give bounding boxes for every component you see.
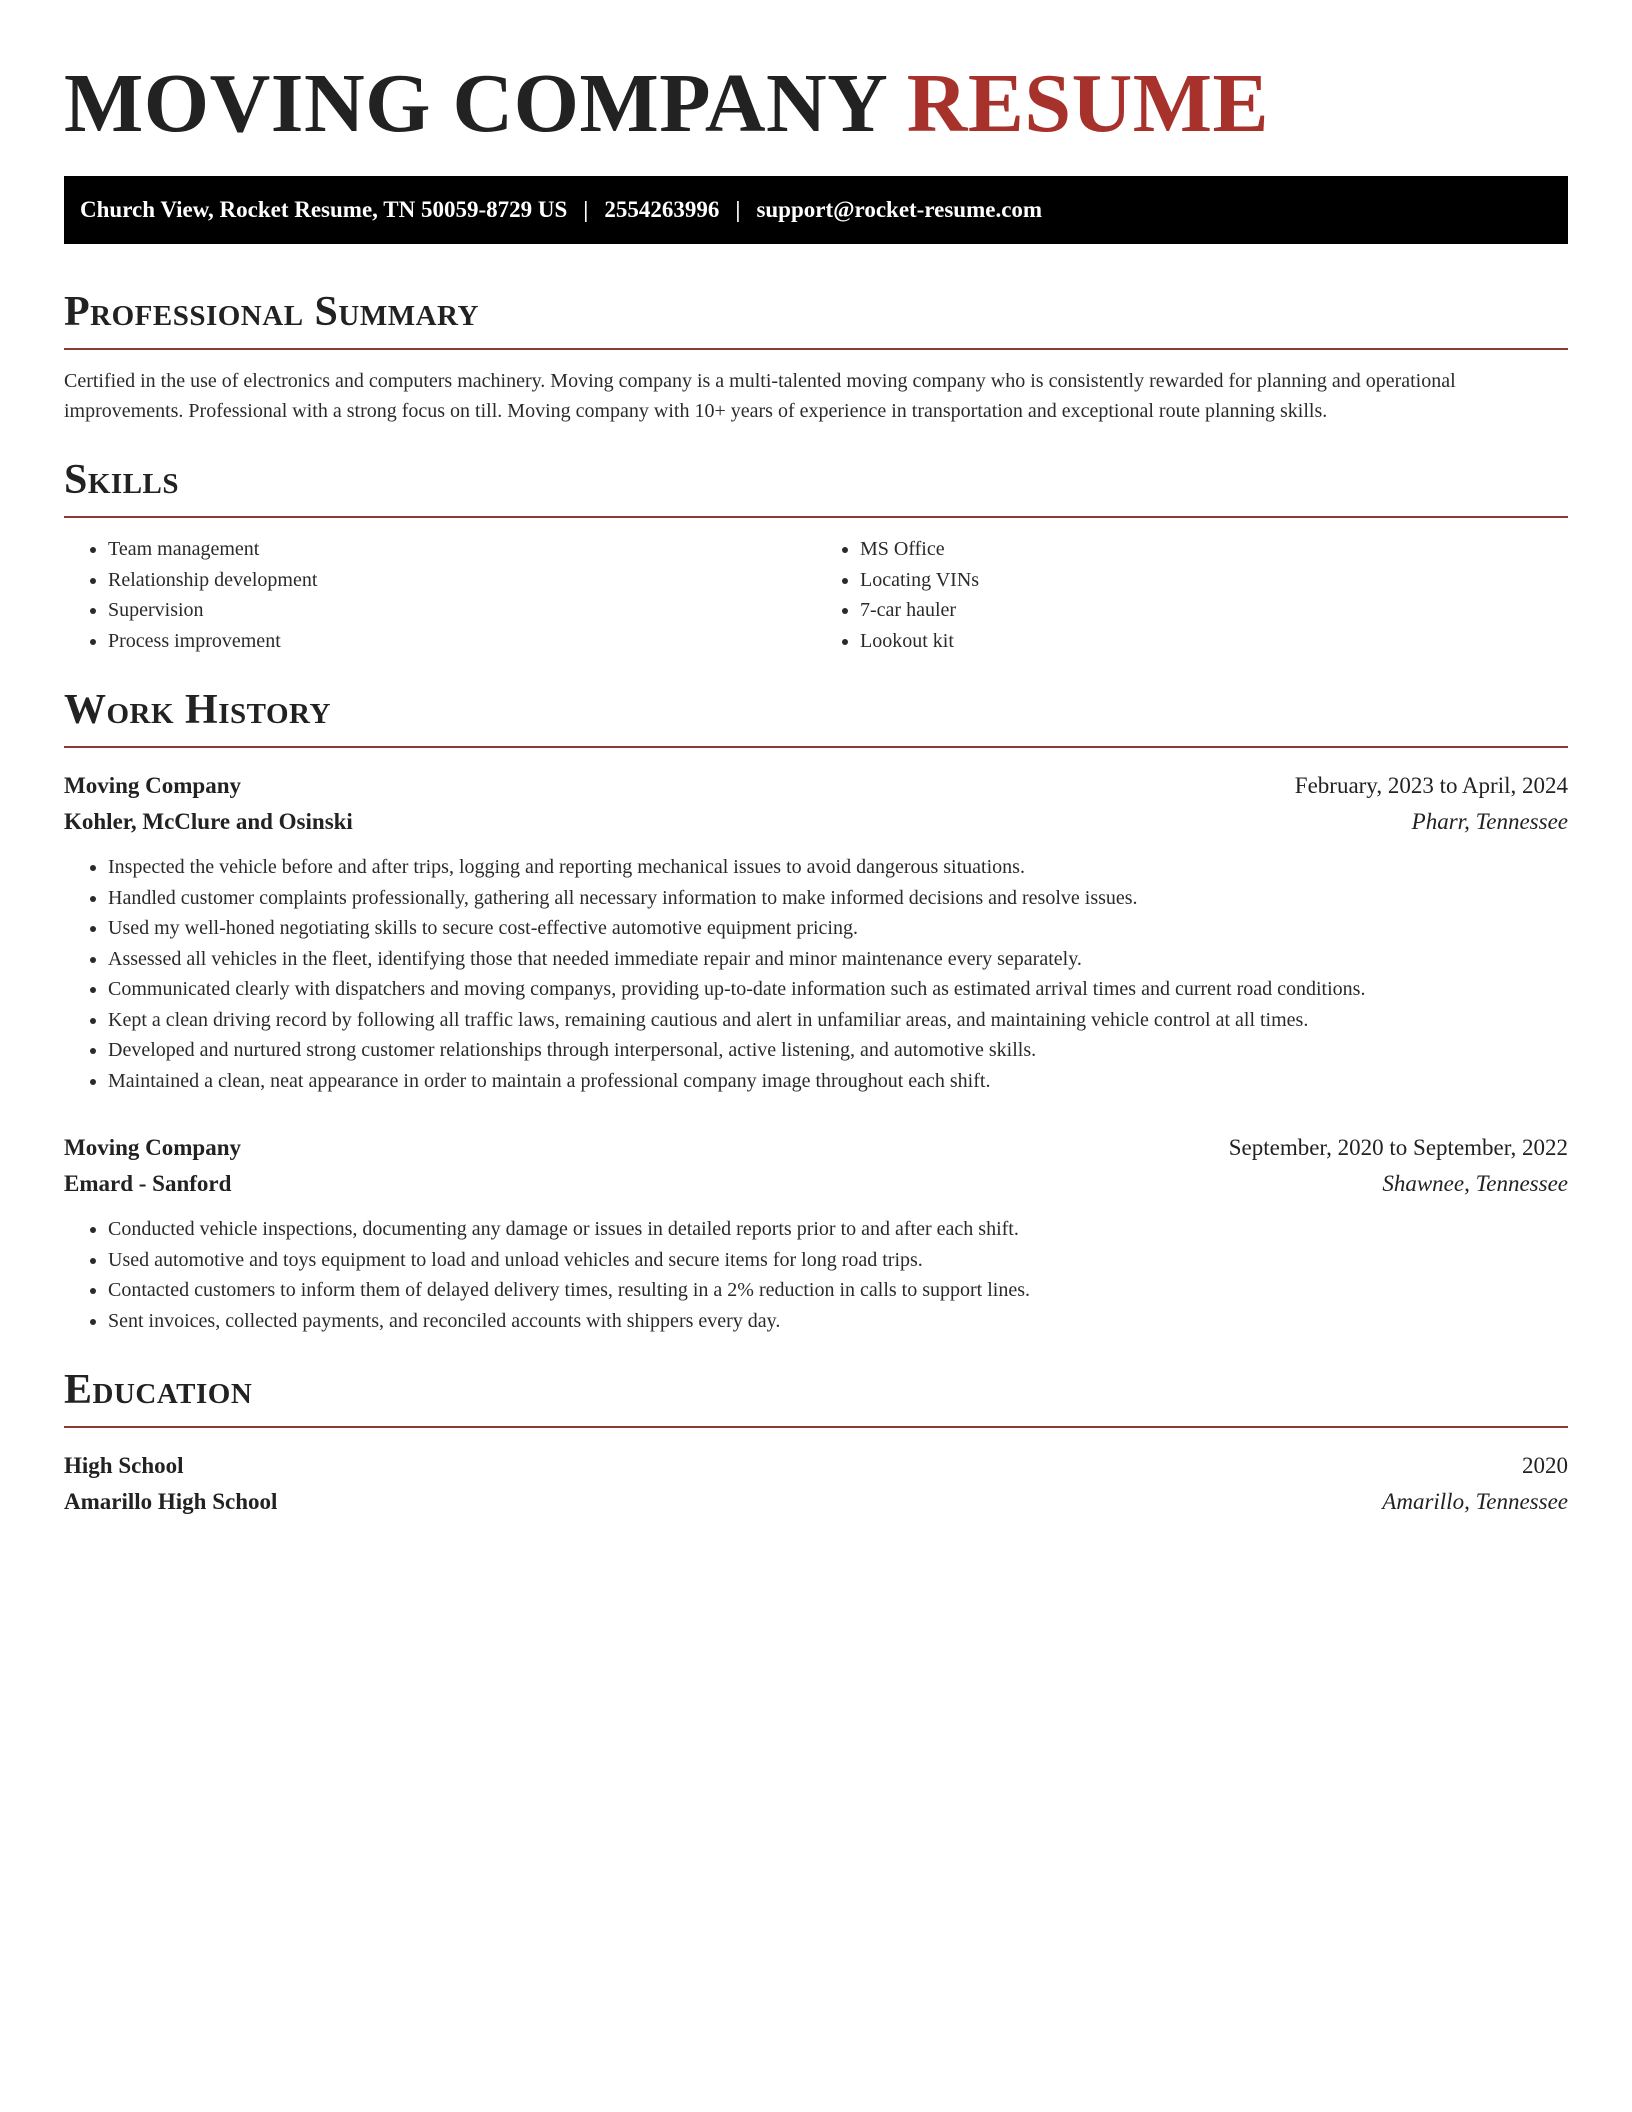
duty-item: • Used my well-honed negotiating skills to secure cost-effective automotive equipment pricing. [108,913,1568,944]
education-header-row [64,1448,1568,1484]
contact-separator: | [735,197,741,222]
duty-item: • Communicated clearly with dispatchers and moving companys, providing up-to-date information such as estimated arrival times and current road conditions. [108,974,1568,1005]
job-company-row [64,1166,1568,1202]
section-divider [64,516,1568,518]
work-history-section [64,686,1568,1336]
duty-item: • Conducted vehicle inspections, documenting any damage or issues in detailed reports prior to and after each shift. [108,1214,1568,1245]
skills-heading: Skills [64,457,180,503]
duty-item: • Sent invoices, collected payments, and reconciled accounts with shippers every day. [108,1306,1568,1337]
section-divider [64,746,1568,748]
education-school-row [64,1484,1568,1520]
job-dates: September, 2020 to September, 2022 [1228,1135,1568,1160]
job-company: Kohler, McClure and Osinski [64,809,353,834]
skill-item: • Locating VINs [860,565,1568,596]
contact-address: Church View, Rocket Resume, TN 50059-8729 US [80,197,568,222]
job-duties [64,1214,1568,1336]
education-degree: High School [64,1453,184,1478]
skill-item: • Team management [108,534,816,565]
skill-item: • Relationship development [108,565,816,596]
section-divider [64,1426,1568,1428]
duty-item: • Contacted customers to inform them of delayed delivery times, resulting in a 2% reduction in calls to support lines. [108,1275,1568,1306]
skill-item: • 7-car hauler [860,595,1568,626]
duty-item: • Assessed all vehicles in the fleet, identifying those that needed immediate repair and minor maintenance every separately. [108,944,1568,975]
skill-item: • Process improvement [108,626,816,657]
duty-item: • Developed and nurtured strong customer relationships through interpersonal, active listening, and automotive skills. [108,1035,1568,1066]
duty-item: • Used automotive and toys equipment to load and unload vehicles and secure items for long road trips. [108,1245,1568,1276]
job-location: Pharr, Tennessee [1411,809,1568,834]
duty-item: • Maintained a clean, neat appearance in order to maintain a professional company image throughout each shift. [108,1066,1568,1097]
job-header-row [64,768,1568,804]
job-title: Moving Company [64,1135,241,1160]
job-dates: February, 2023 to April, 2024 [1294,773,1568,798]
section-divider [64,348,1568,350]
skills-column-left [64,534,816,656]
skill-item: • MS Office [860,534,1568,565]
job-company-row [64,804,1568,840]
title-accent: RESUME [906,57,1270,150]
job-header-row [64,1130,1568,1166]
skill-item: • Lookout kit [860,626,1568,657]
job-entry [64,1130,1568,1336]
job-company: Emard - Sanford [64,1171,232,1196]
education-heading: Education [64,1367,253,1413]
resume-title [64,56,1568,152]
job-entry [64,768,1568,1096]
job-duties [64,852,1568,1096]
skills-column-right [816,534,1568,656]
skills-section [64,456,1568,656]
skill-item: • Supervision [108,595,816,626]
contact-phone: 2554263996 [604,197,720,222]
summary-section [64,288,1568,426]
duty-item: • Inspected the vehicle before and after trips, logging and reporting mechanical issues to avoid dangerous situations. [108,852,1568,883]
job-title: Moving Company [64,773,241,798]
title-main: MOVING COMPANY [64,57,886,150]
education-entry [64,1448,1568,1520]
summary-text: Certified in the use of electronics and computers machinery. Moving company is a multi-talented moving company who is consistently rewarded for planning and operational improvements. Professional with a strong focus on till. Moving company with 10+ years of experience in transportation and exceptional route planning skills. [64,370,1456,422]
summary-heading: Professional Summary [64,289,479,335]
contact-email: support@rocket-resume.com [756,197,1043,222]
education-section [64,1366,1568,1520]
contact-bar [64,176,1568,244]
education-location: Amarillo, Tennessee [1382,1489,1568,1514]
education-year: 2020 [1522,1453,1568,1478]
job-location: Shawnee, Tennessee [1382,1171,1568,1196]
skills-list [64,534,1568,656]
education-school: Amarillo High School [64,1489,278,1514]
duty-item: • Handled customer complaints professionally, gathering all necessary information to make informed decisions and resolve issues. [108,883,1568,914]
duty-item: • Kept a clean driving record by following all traffic laws, remaining cautious and alert in unfamiliar areas, and maintaining vehicle control at all times. [108,1005,1568,1036]
work-history-heading: Work History [64,687,331,733]
contact-separator: | [583,197,589,222]
